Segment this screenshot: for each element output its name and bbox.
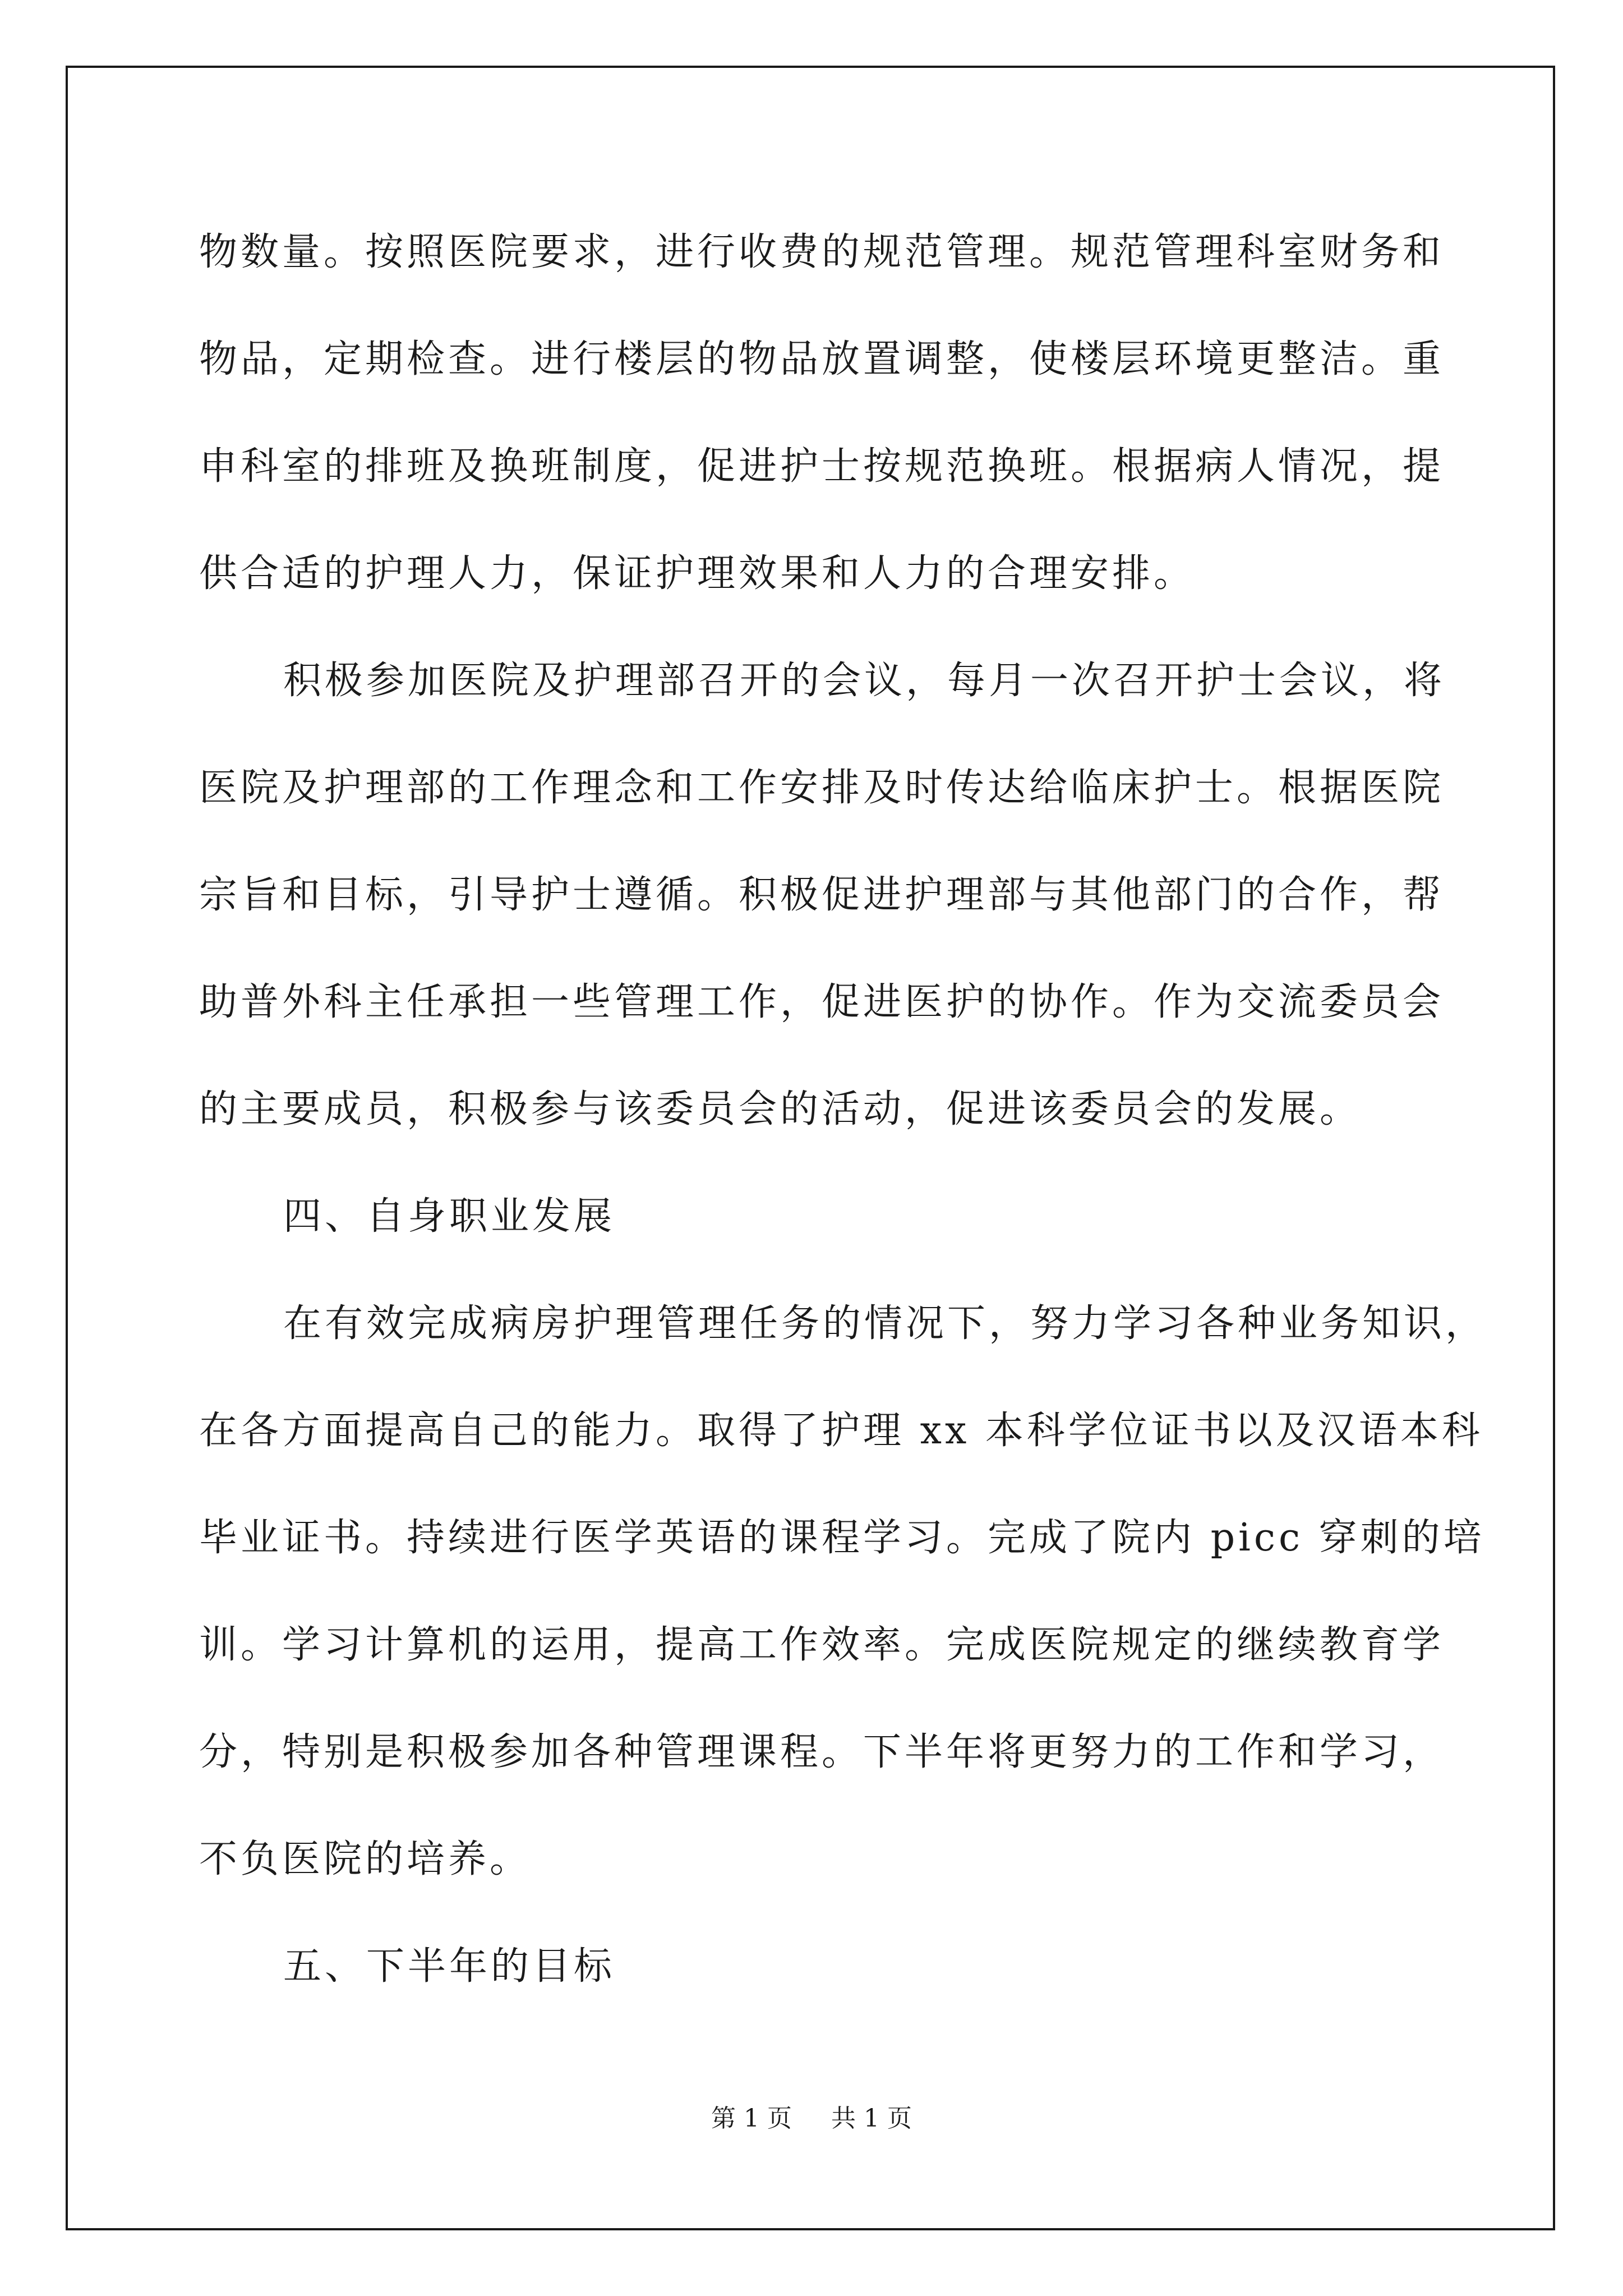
paragraph-line: 积极参加医院及护理部召开的会议，每月一次召开护士会议，将 [283, 659, 1446, 703]
section-heading: 四、自身职业发展 [283, 1194, 616, 1239]
paragraph-line: 训。学习计算机的运用，提高工作效率。完成医院规定的继续教育学 [199, 1623, 1445, 1667]
page-number: 第 1 页 [711, 2104, 792, 2133]
paragraph-line: 申科室的排班及换班制度，促进护士按规范换班。根据病人情况，提 [199, 444, 1445, 489]
page-total: 共 1 页 [831, 2104, 912, 2133]
paragraph-line: 毕业证书。持续进行医学英语的课程学习。完成了院内 picc 穿刺的培 [199, 1516, 1485, 1560]
paragraph-line: 宗旨和目标，引导护士遵循。积极促进护理部与其他部门的合作，帮 [199, 873, 1445, 917]
page-footer [0, 2098, 1623, 2134]
paragraph-line: 不负医院的培养。 [199, 1837, 532, 1881]
paragraph-line: 在各方面提高自己的能力。取得了护理 xx 本科学位证书以及汉语本科 [199, 1409, 1483, 1453]
section-heading: 五、下半年的目标 [283, 1944, 616, 1989]
paragraph-line: 助普外科主任承担一些管理工作，促进医护的协作。作为交流委员会 [199, 980, 1445, 1024]
paragraph-line: 的主要成员，积极参与该委员会的活动，促进该委员会的发展。 [199, 1087, 1362, 1131]
paragraph-line: 在有效完成病房护理管理任务的情况下，努力学习各种业务知识， [283, 1301, 1487, 1346]
paragraph-line: 物品，定期检查。进行楼层的物品放置调整，使楼层环境更整洁。重 [199, 337, 1445, 381]
document-body [199, 208, 1487, 2029]
paragraph-line: 分，特别是积极参加各种管理课程。下半年将更努力的工作和学习， [199, 1730, 1445, 1774]
paragraph-line: 物数量。按照医院要求，进行收费的规范管理。规范管理科室财务和 [199, 230, 1445, 274]
paragraph-line: 医院及护理部的工作理念和工作安排及时传达给临床护士。根据医院 [199, 766, 1445, 810]
paragraph-line: 供合适的护理人力，保证护理效果和人力的合理安排。 [199, 551, 1196, 596]
